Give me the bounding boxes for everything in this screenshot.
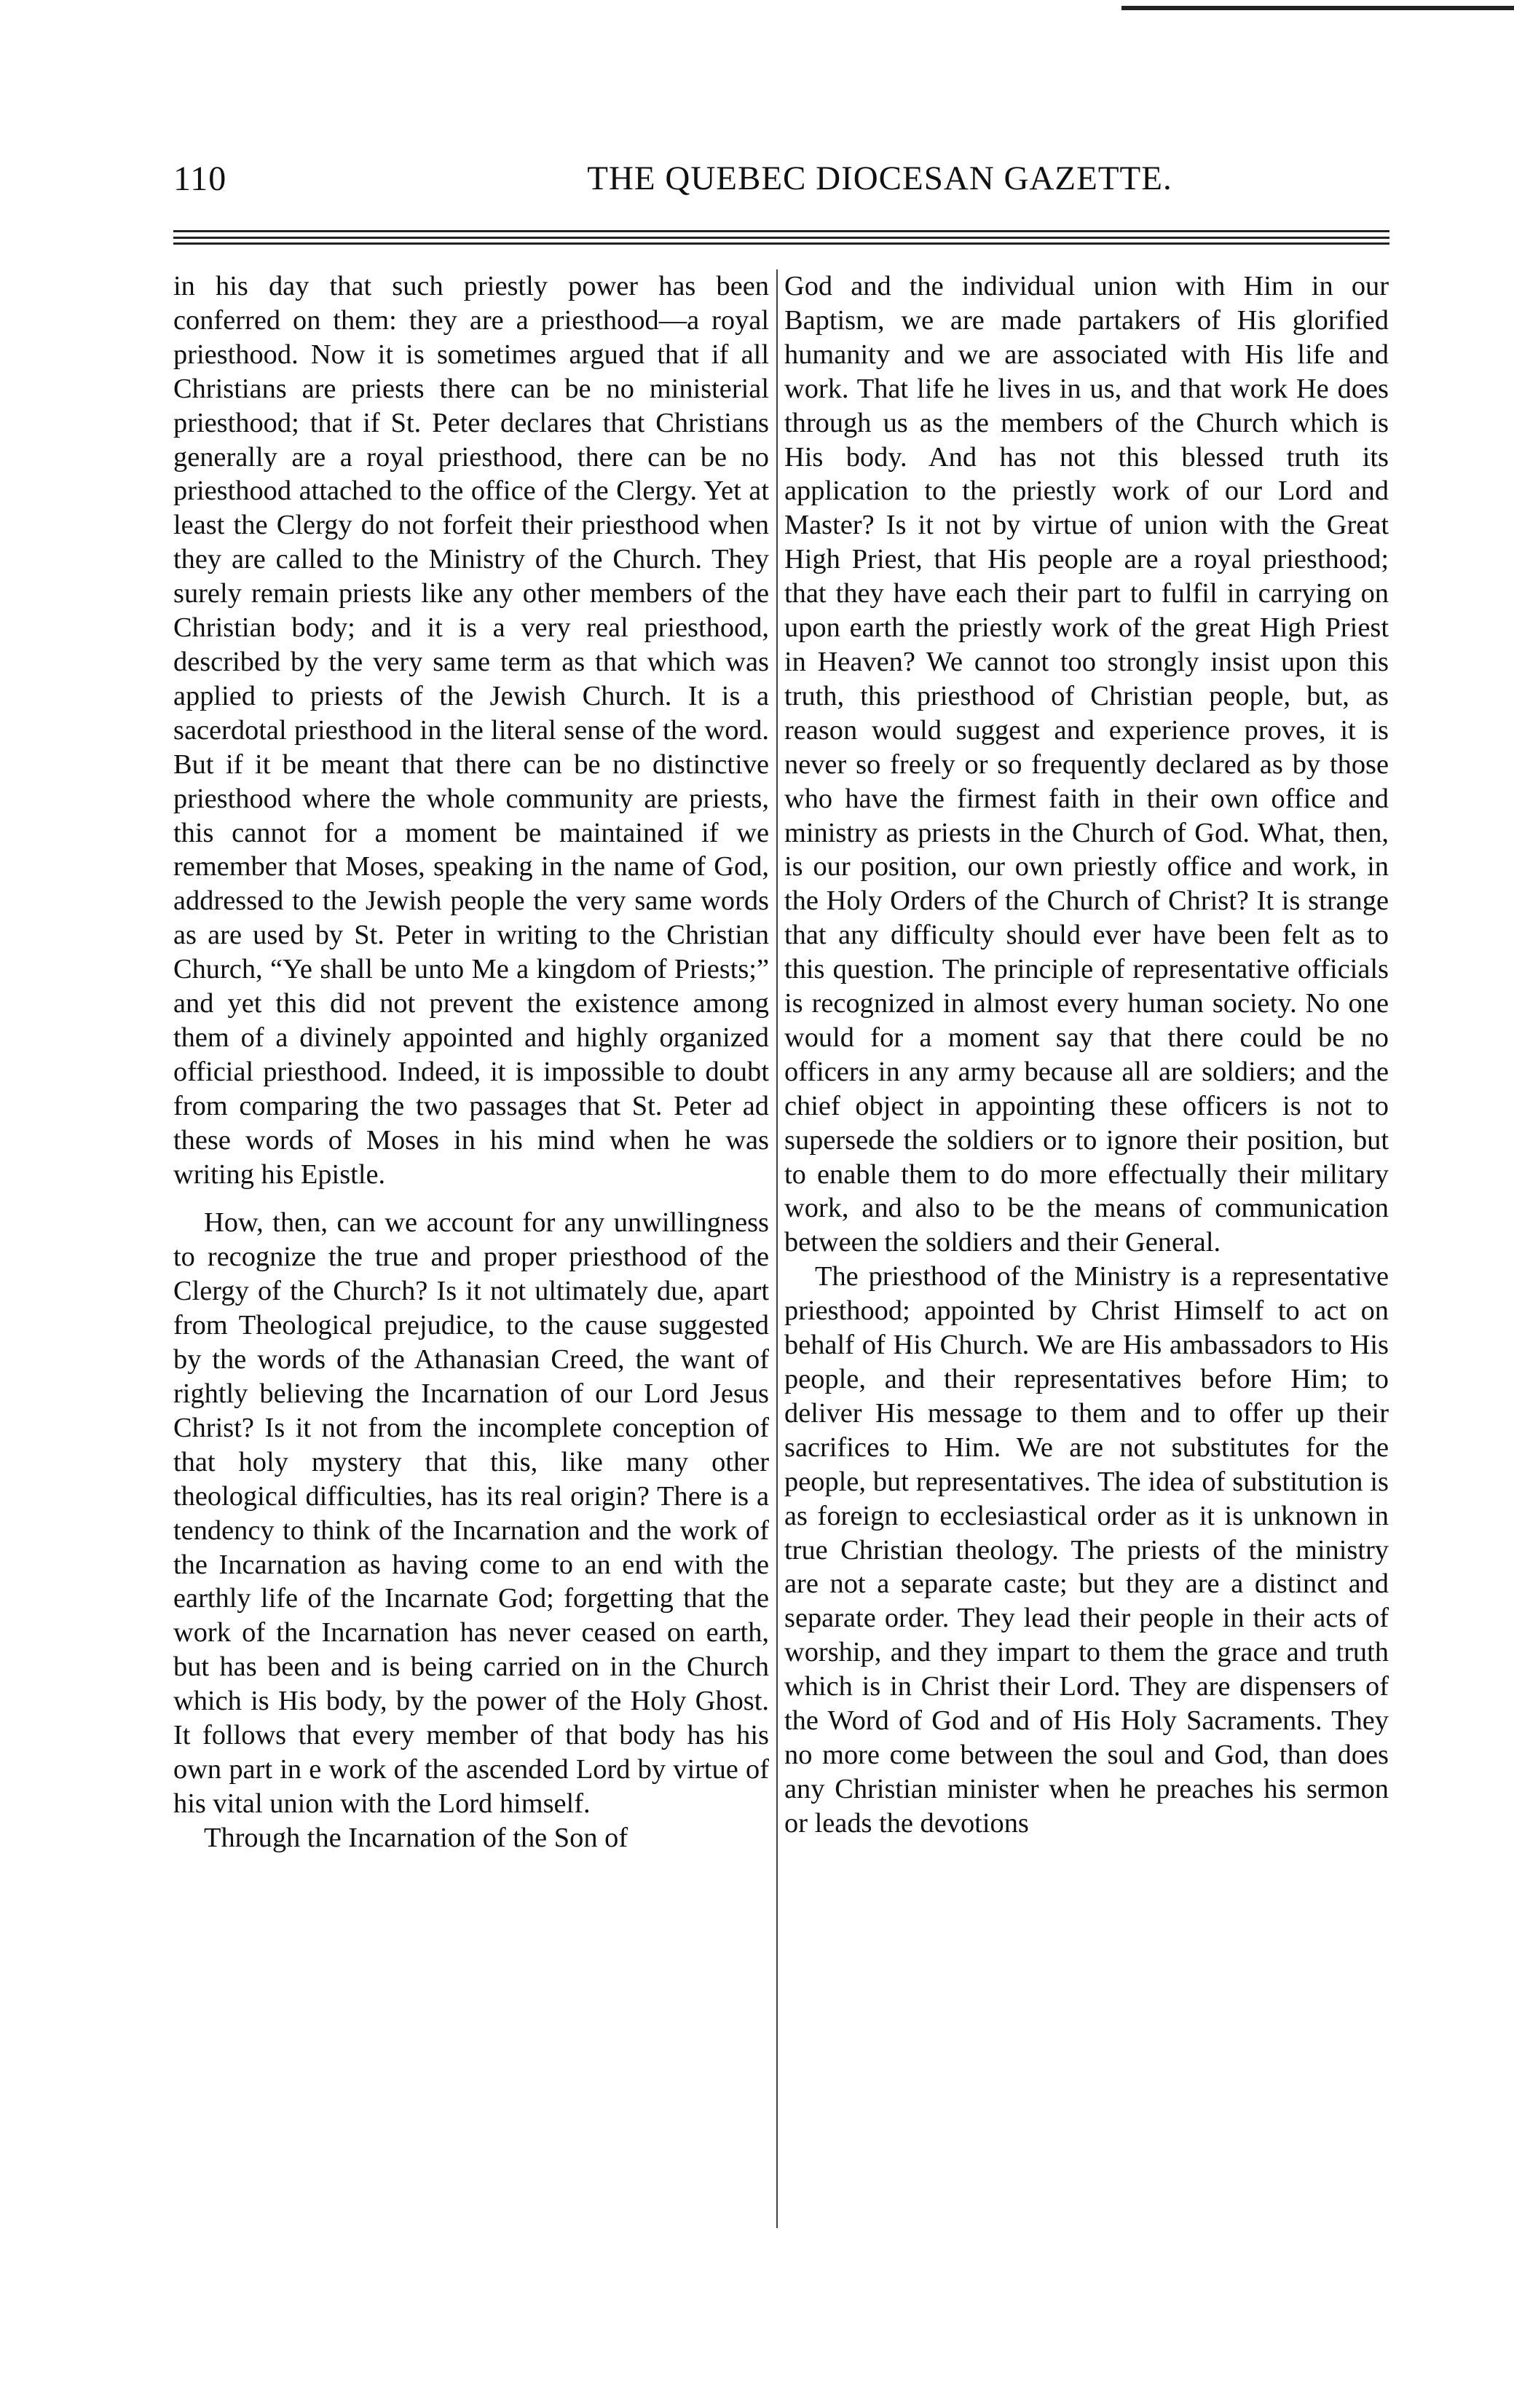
page-number: 110 [173,159,227,198]
header-rule-middle [173,237,1389,239]
right-column [784,269,1389,1841]
top-edge-rule [1121,6,1514,10]
left-paragraph-1: in his day that such priestly power has been conferred on them: they are a priesthood—a royal priesthood. Now it is sometimes argued that if all Christians are priests there can be no ministerial priesthood; that if St. Peter declares that Christians generally are a royal priesthood, there can be no priesthood attached to the office of the Clergy. Yet at least the Clergy do not forfeit their priesthood when they are called to the Ministry of the Church. They surely remain priests like any other members of the Christian body; and it is a very real priesthood, described by the very same term as that which was applied to priests of the Jewish Church. It is a sacerdotal priesthood in the literal sense of the word. But if it be meant that there can be no distinctive priesthood where the whole community are priests, this cannot for a moment be maintained if we remember that Moses, speaking in the name of God, addressed to the Jewish people the very same words as are used by St. Peter in writing to the Christian Church, “Ye shall be unto Me a kingdom of Priests;” and yet this did not prevent the existence among them of a divinely appointed and highly organized official priesthood. Indeed, it is impossible to doubt from comparing the two passages that St. Peter ad these words of Moses in his mind when he was writing his Epistle. [173,271,769,1190]
page-header [173,159,1389,210]
right-paragraph-1: God and the individual union with Him in our Baptism, we are made partakers of His glorified humanity and we are associated with His life and work. That life he lives in us, and that work He does through us as the members of the Church which is His body. And has not this blessed truth its application to the priestly work of our Lord and Master? Is it not by virtue of union with the Great High Priest, that His people are a royal priesthood; that they have each their part to fulfil in carrying on upon earth the priestly work of the great High Priest in Heaven? We cannot too strongly insist upon this truth, this priesthood of Christian people, but, as reason would suggest and experience proves, it is never so freely or so frequently declared as by those who have the firmest faith in their own office and ministry as priests in the Church of God. What, then, is our position, our own priestly office and work, in the Holy Orders of the Church of Christ? It is strange that any difficulty should ever have been felt as to this question. The principle of representative officials is recognized in almost every human society. No one would for a moment say that there could be no officers in any army because all are soldiers; and the chief object in appointing these officers is not to supersede the soldiers or to ignore their position, but to enable them to do more effectually their military work, and also to be the means of communication between the soldiers and their General. [784,271,1389,1258]
column-divider [776,269,778,2228]
header-rule-bottom [173,242,1389,245]
left-paragraph-3: Through the Incarnation of the Son of [204,1822,628,1853]
header-rule-top [173,230,1389,232]
running-title: THE QUEBEC DIOCESAN GAZETTE. [587,159,1172,197]
left-paragraph-2: How, then, can we account for any unwillingness to recognize the true and proper priesthood of the Clergy of the Church? Is it not ultimately due, apart from Theological prejudice, to the cause suggested by the words of the Athanasian Creed, the want of rightly believing the Incarnation of our Lord Jesus Christ? Is it not from the incomplete conception of that holy mystery that this, like many other theological difficulties, has its real origin? There is a tendency to think of the Incarnation and the work of the Incarnation as having come to an end with the earthly life of the Incarnate God; forgetting that the work of the Incarnation has never ceased on earth, but has been and is being carried on in the Church which is His body, by the power of the Holy Ghost. It follows that every member of that body has his own part in e work of the ascended Lord by virtue of his vital union with the Lord himself. [173,1207,769,1819]
left-column [173,269,769,1855]
right-paragraph-2: The priesthood of the Ministry is a representative priesthood; appointed by Christ Himself to act on behalf of His Church. We are His ambassadors to His people, and their representatives before Him; to deliver His message to them and to offer up their sacrifices to Him. We are not substitutes for the people, but representatives. The idea of substitution is as foreign to ecclesiastical order as it is unknown in true Christian theology. The priests of the ministry are not a separate caste; but they are a distinct and separate order. They lead their people in their acts of worship, and they impart to them the grace and truth which is in Christ their Lord. They are dispensers of the Word of God and of His Holy Sacraments. They no more come between the soul and God, than does any Christian minister when he preaches his sermon or leads the devotions [784,1261,1389,1839]
